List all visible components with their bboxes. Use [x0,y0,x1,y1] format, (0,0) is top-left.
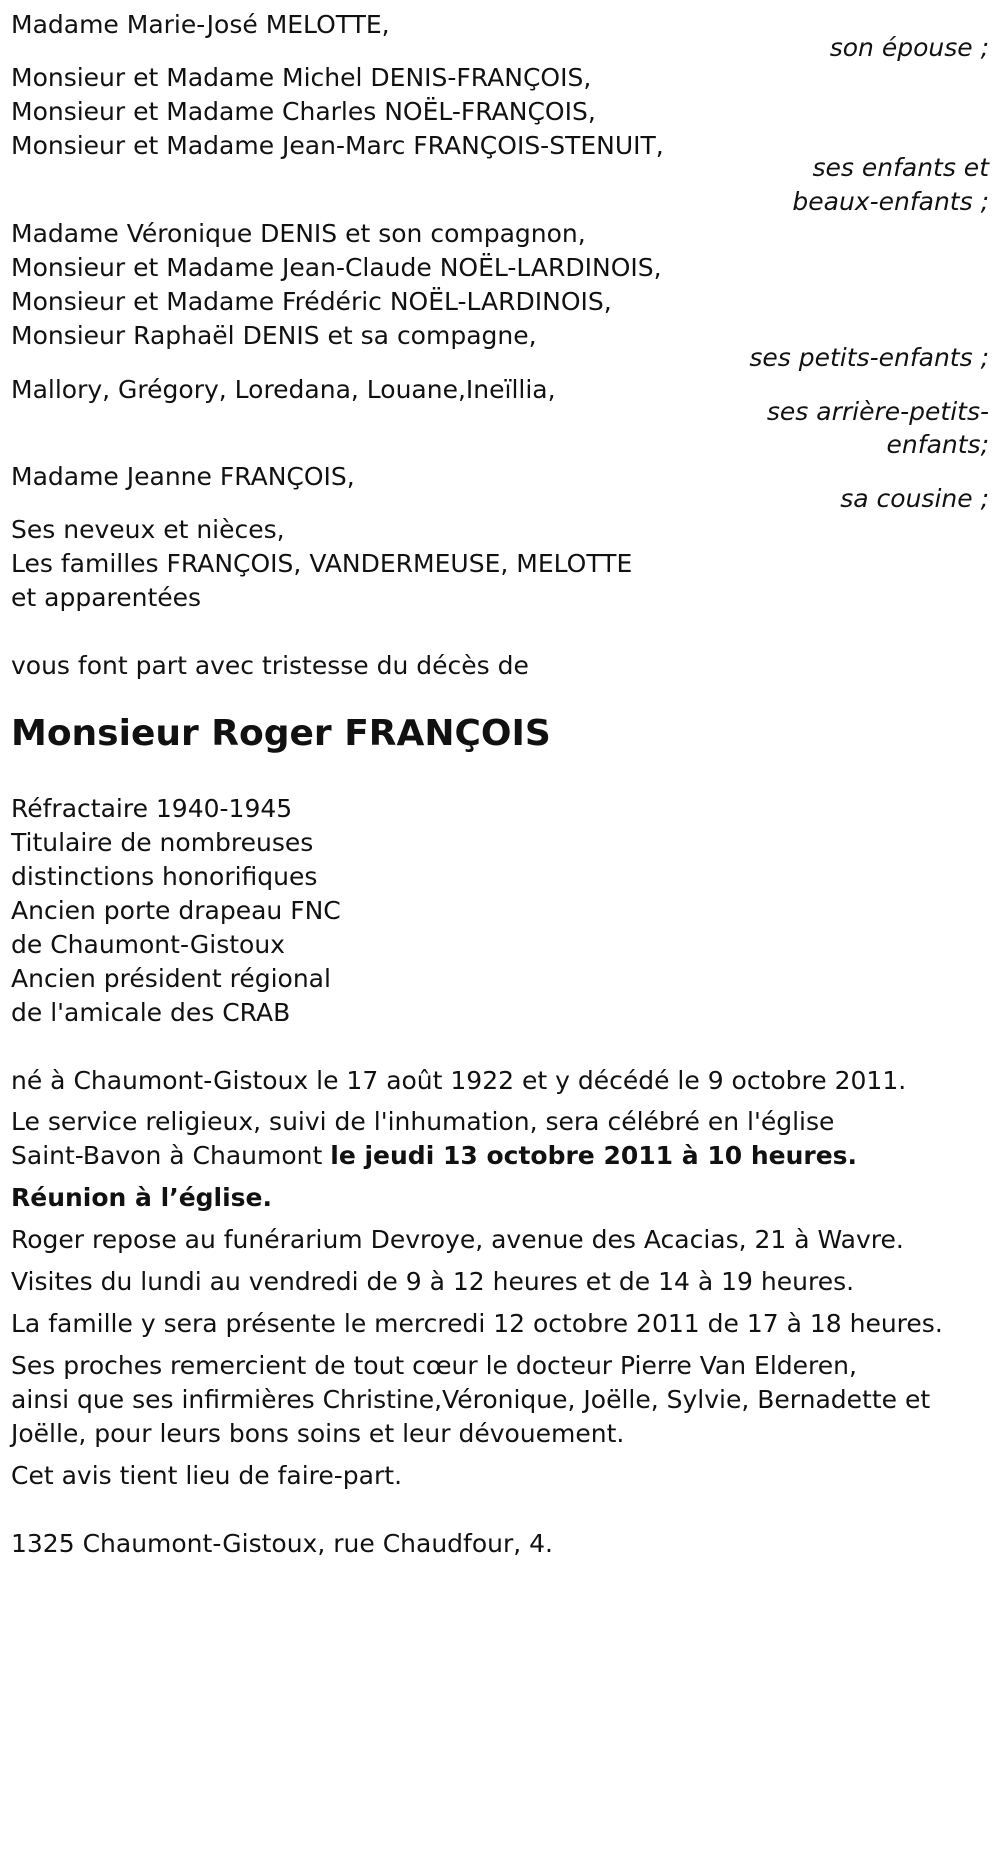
title-line: distinctions honorifiques [11,862,318,891]
presence-line: La famille y sera présente le mercredi 12 octobre 2011 de 17 à 18 heures. [11,1309,943,1338]
cousin-relation: sa cousine ; [840,484,989,513]
grandchildren-relation: ses petits-enfants ; [749,343,989,372]
grandchild-line: Monsieur et Madame Frédéric NOËL-LARDINOIS, [11,287,612,316]
meeting-line: Réunion à l’église. [11,1183,273,1212]
title-line: Ancien président régional [11,964,331,993]
service-line [11,1143,857,1168]
others-line: Ses neveux et nièces, [11,515,285,544]
title-line: Titulaire de nombreuses [11,828,314,857]
title-line: Réfractaire 1940-1945 [11,794,293,823]
great-grandchildren-relation: ses arrière-petits- [766,397,989,426]
service-location: Saint-Bavon à Chaumont [11,1141,331,1170]
children-relation: beaux-enfants ; [792,187,989,216]
address-line: 1325 Chaumont-Gistoux, rue Chaudfour, 4. [11,1529,553,1558]
cousin-name: Madame Jeanne FRANÇOIS, [11,462,355,491]
thanks-line: Ses proches remercient de tout cœur le docteur Pierre Van Elderen, [11,1351,857,1380]
child-line: Monsieur et Madame Charles NOËL-FRANÇOIS, [11,97,596,126]
title-line: de l'amicale des CRAB [11,998,291,1027]
grandchild-line: Madame Véronique DENIS et son compagnon, [11,219,586,248]
others-line: Les familles FRANÇOIS, VANDERMEUSE, MELOTTE [11,549,633,578]
visits-line: Visites du lundi au vendredi de 9 à 12 heures et de 14 à 19 heures. [11,1267,855,1296]
child-line: Monsieur et Madame Michel DENIS-FRANÇOIS, [11,63,592,92]
children-relation: ses enfants et [812,153,989,182]
spouse-name: Madame Marie-José MELOTTE, [11,10,390,39]
announcement-text: vous font part avec tristesse du décès de [11,651,529,680]
thanks-line: Joëlle, pour leurs bons soins et leur dévouement. [11,1419,625,1448]
service-line: Le service religieux, suivi de l'inhumation, sera célébré en l'église [11,1107,835,1136]
great-grandchildren-line: Mallory, Grégory, Loredana, Louane,Ineïllia, [11,375,556,404]
grandchild-line: Monsieur et Madame Jean-Claude NOËL-LARDINOIS, [11,253,662,282]
birth-death-line: né à Chaumont-Gistoux le 17 août 1922 et y décédé le 9 octobre 2011. [11,1066,907,1095]
others-line: et apparentées [11,583,202,612]
rest-line: Roger repose au funérarium Devroye, avenue des Acacias, 21 à Wavre. [11,1225,904,1254]
spouse-relation: son épouse ; [829,33,989,62]
title-line: Ancien porte drapeau FNC [11,896,341,925]
service-date: le jeudi 13 octobre 2011 à 10 heures. [330,1141,858,1170]
great-grandchildren-relation: enfants; [886,430,989,459]
thanks-line: ainsi que ses infirmières Christine,Véronique, Joëlle, Sylvie, Bernadette et [11,1385,931,1414]
child-line: Monsieur et Madame Jean-Marc FRANÇOIS-STENUIT, [11,131,664,160]
notice-line: Cet avis tient lieu de faire-part. [11,1461,403,1490]
deceased-name: Monsieur Roger FRANÇOIS [11,713,551,754]
grandchild-line: Monsieur Raphaël DENIS et sa compagne, [11,321,537,350]
title-line: de Chaumont-Gistoux [11,930,285,959]
